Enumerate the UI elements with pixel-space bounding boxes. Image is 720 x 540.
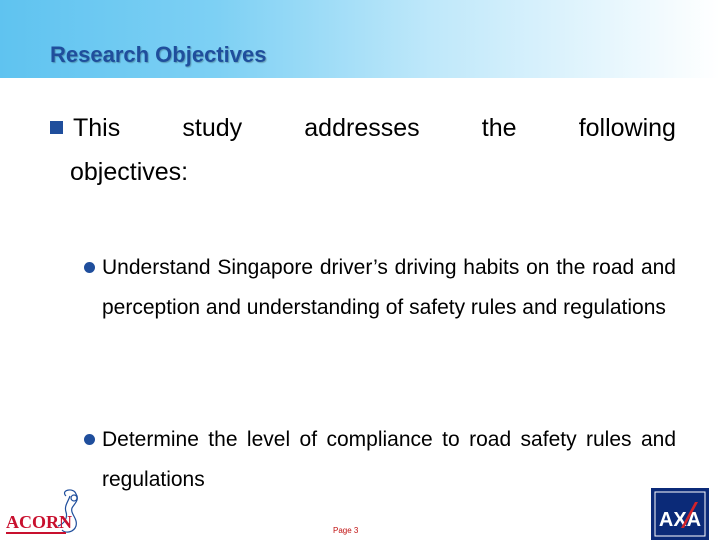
- axa-logo: [651, 488, 709, 540]
- svg-text:AXA: AXA: [658, 509, 702, 531]
- main-bullet: [50, 106, 676, 194]
- square-bullet-icon: [50, 121, 63, 134]
- bullet-word: addresses: [304, 114, 420, 142]
- slide-title: Research Objectives: [50, 42, 267, 67]
- sub-bullet-text: Understand Singapore driver’s driving habits on the road and perception and understanding of safety rules and regulations: [102, 256, 676, 319]
- acorn-logo: [4, 488, 96, 540]
- bullet-word: This: [50, 106, 120, 150]
- bullet-word: study: [182, 114, 243, 142]
- bullet-word: following: [578, 114, 676, 142]
- sub-bullet-text: Determine the level of compliance to road safety rules and regulations: [102, 428, 676, 491]
- round-bullet-icon: [84, 262, 95, 273]
- page-number: Page 3: [333, 526, 359, 535]
- round-bullet-icon: [84, 434, 95, 445]
- main-bullet-line-2: objectives:: [70, 158, 189, 186]
- svg-text:ACORN: ACORN: [6, 512, 72, 532]
- bullet-word: the: [481, 114, 517, 142]
- main-bullet-line-1: [50, 106, 676, 150]
- sub-bullet-2: [86, 420, 676, 500]
- sub-bullet-1: [86, 248, 676, 328]
